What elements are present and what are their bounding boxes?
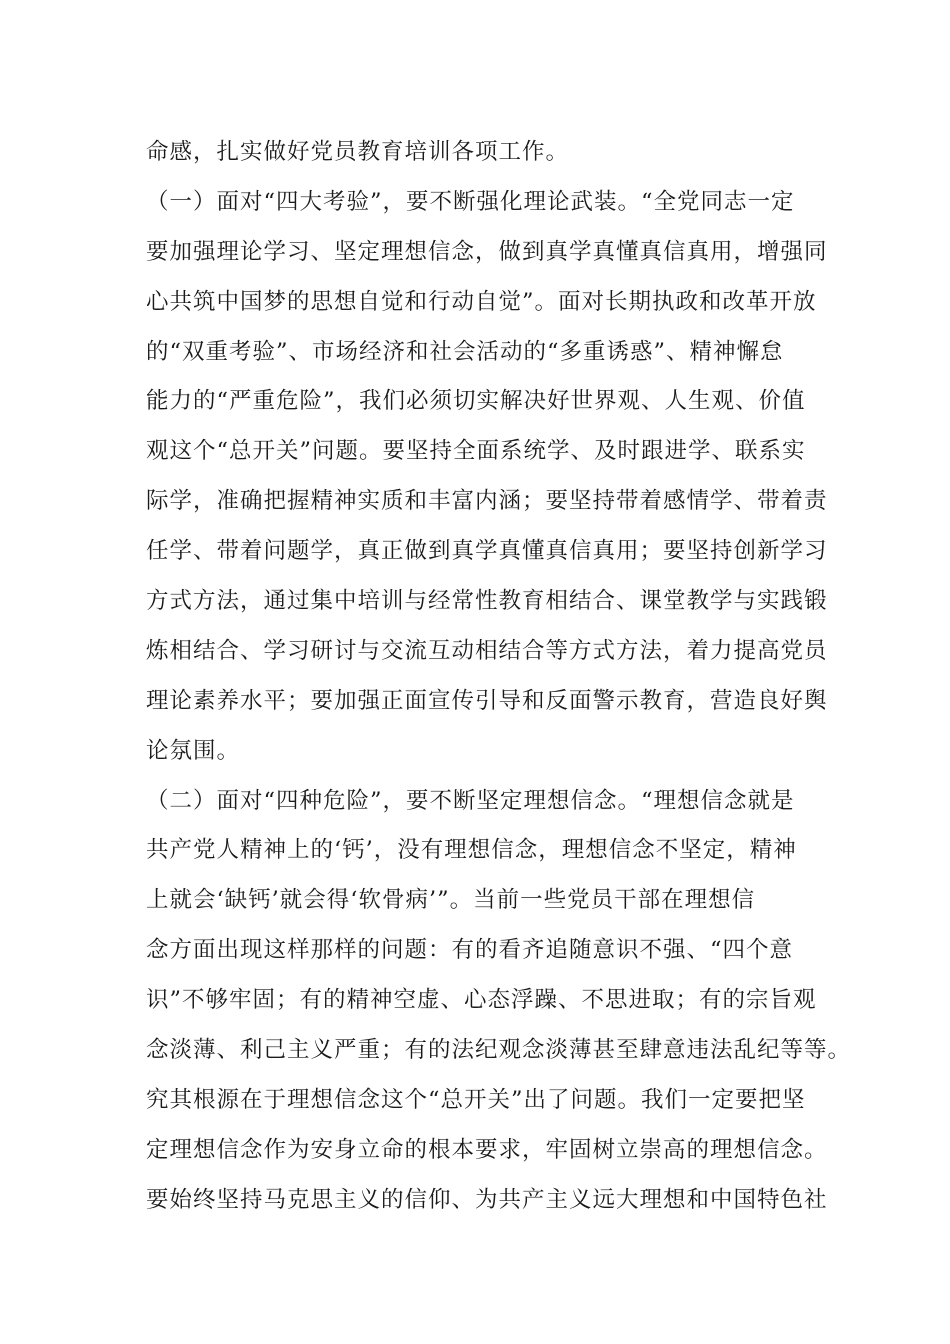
text-line: 理论素养水平；要加强正面宣传引导和反面警示教育，营造良好舆 [146,687,828,714]
text-line: 方式方法，通过集中培训与经常性教育相结合、课堂教学与实践锻 [146,588,828,615]
text-line: 心共筑中国梦的思想自觉和行动自觉”。面对长期执政和改革开放 [146,288,817,315]
text-line: 际学，准确把握精神实质和丰富内涵；要坚持带着感情学、带着责 [146,488,828,515]
text-line: （二）面对“四种危险”，要不断坚定理想信念。“理想信念就是 [146,787,795,814]
text-line: 任学、带着问题学，真正做到真学真懂真信真用；要坚持创新学习 [146,538,828,565]
text-line: 念方面出现这样那样的问题：有的看齐追随意识不强、“四个意 [146,937,794,964]
text-line: 的“双重考验”、市场经济和社会活动的“多重诱惑”、精神懈怠 [146,338,784,365]
text-line: 炼相结合、学习研讨与交流互动相结合等方式方法，着力提高党员 [146,637,828,664]
text-line: 识”不够牢固；有的精神空虚、心态浮躁、不思进取；有的宗旨观 [146,987,817,1014]
text-line: 究其根源在于理想信念这个“总开关”出了问题。我们一定要把坚 [146,1086,806,1113]
text-line: 共产党人精神上的‘钙’，没有理想信念，理想信念不坚定，精神 [146,837,797,864]
body-text [146,128,852,1226]
text-line: （一）面对“四大考验”，要不断强化理论武装。“全党同志一定 [146,188,795,215]
text-line: 要加强理论学习、坚定理想信念，做到真学真懂真信真用，增强同 [146,238,828,265]
text-line: 观这个“总开关”问题。要坚持全面系统学、及时跟进学、联系实 [146,438,806,465]
text-line: 命感，扎实做好党员教育培训各项工作。 [146,139,570,165]
text-line: 上就会‘缺钙’就会得‘软骨病’”。当前一些党员干部在理想信 [146,887,756,914]
text-line: 要始终坚持马克思主义的信仰、为共产主义远大理想和中国特色社 [146,1186,828,1213]
text-line: 定理想信念作为安身立命的根本要求，牢固树立崇高的理想信念。 [146,1136,828,1163]
text-line: 论氛围。 [146,737,241,764]
text-line: 能力的“严重危险”，我们必须切实解决好世界观、人生观、价值 [146,388,806,415]
text-line: 念淡薄、利己主义严重；有的法纪观念淡薄甚至肆意违法乱纪等等。 [146,1037,852,1064]
